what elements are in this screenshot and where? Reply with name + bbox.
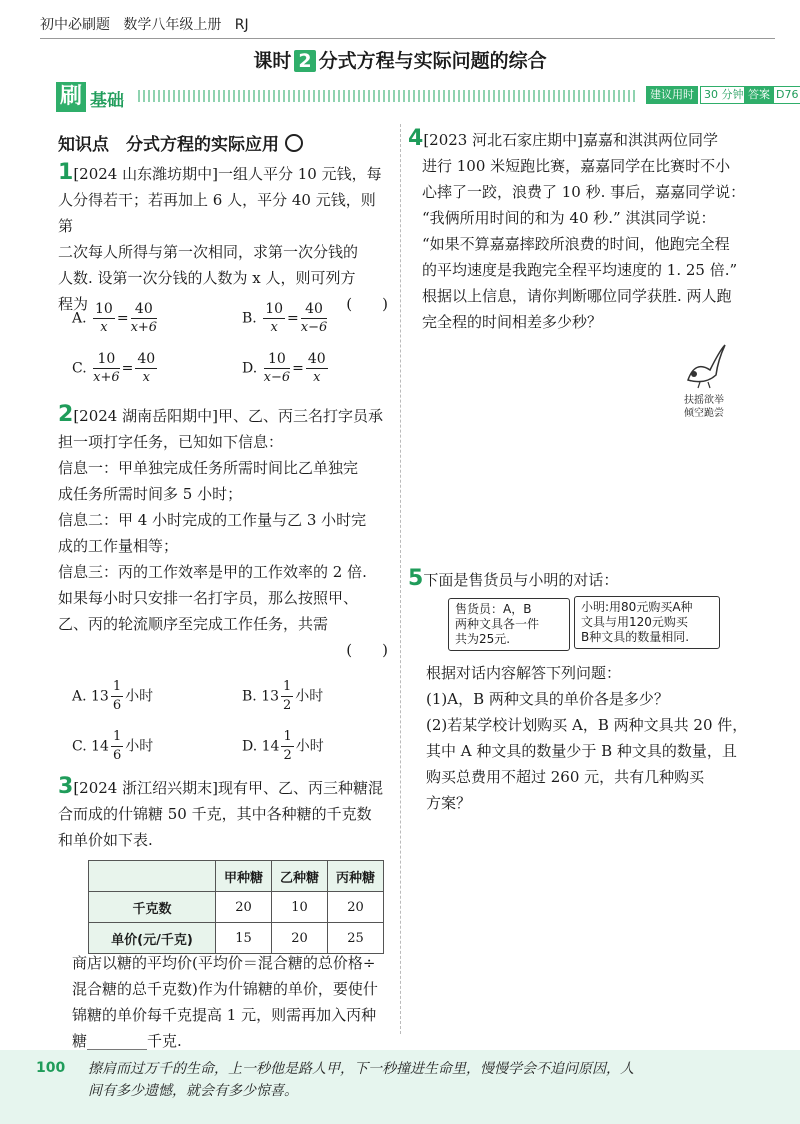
question-line: 心摔了一跤，浪费了 10 秒. 事后，嘉嘉同学说： xyxy=(422,183,746,201)
option-label: B. xyxy=(242,310,257,327)
table-cell: 20 xyxy=(216,892,272,923)
question-line: 成任务所需时间多 5 小时； xyxy=(58,485,243,503)
answer-paren: ( ) xyxy=(346,641,388,659)
time-value: 30 分钟 xyxy=(700,86,748,104)
numerator: 1 xyxy=(281,678,293,697)
numerator: 40 xyxy=(307,351,326,367)
lesson-title xyxy=(0,46,800,73)
question-line: 的平均速度是我跑完全程平均速度的 1. 25 倍.” xyxy=(422,261,738,279)
option-b[interactable] xyxy=(242,678,323,715)
denominator: x xyxy=(142,370,150,385)
question-line: 信息一：甲单独完成任务所需时间比乙单独完 xyxy=(58,459,359,477)
numerator: 10 xyxy=(264,350,291,369)
question-line: 完全程的时间相差多少秒？ xyxy=(422,313,603,331)
question-line: 人分得若干；若再加上 6 人，平分 40 元钱，则第 xyxy=(58,191,376,235)
bubble-line: 两种文具各一件 xyxy=(455,617,540,631)
edition: RJ xyxy=(234,17,249,33)
question-line: 成的工作量相等； xyxy=(58,537,179,555)
numerator: 10 xyxy=(265,301,284,317)
question-3-continuation xyxy=(72,950,392,1054)
table-cell: 25 xyxy=(328,923,384,954)
question-line: 如果每小时只安排一名打字员，那么按照甲、 xyxy=(58,589,359,607)
question-number: 1 xyxy=(58,160,74,185)
numerator: 40 xyxy=(131,300,158,319)
lesson-number: 2 xyxy=(294,50,315,72)
unit: 小时 xyxy=(295,738,324,755)
question-line: 糖________千克. xyxy=(72,1032,182,1050)
table-cell: 15 xyxy=(216,923,272,954)
denominator: 6 xyxy=(112,748,122,763)
bubble-line: 共为25元. xyxy=(455,632,511,646)
sugar-table xyxy=(88,860,384,954)
caption-line: 倾空跪尝 xyxy=(684,408,724,419)
question-line: 其中 A 种文具的数量少于 B 种文具的数量，且 xyxy=(426,742,737,760)
footer-quote xyxy=(88,1058,738,1102)
option-d[interactable]: D. $\frac{10}{x-6}$ = $\frac{40}{x}$ xyxy=(242,351,326,385)
question-source: [2024 山东潍坊期中] xyxy=(73,165,218,183)
denominator: x xyxy=(100,320,108,335)
table-cell: 20 xyxy=(328,892,384,923)
question-line: 根据对话内容解答下列问题： xyxy=(426,664,622,682)
bubble-line: 售货员：A，B xyxy=(455,602,532,616)
option-a[interactable]: A. $\frac{10}{x}$ = $\frac{40}{x+6}$ xyxy=(72,301,158,335)
option-label: C. xyxy=(72,360,87,377)
decorative-stripes xyxy=(138,90,638,102)
question-line: 人数. 设第一次分钱的人数为 x 人，则可列方 xyxy=(58,269,356,287)
option-label: D. 14 xyxy=(242,738,280,755)
subject-name: 数学八年级上册 xyxy=(123,17,222,33)
numerator: 1 xyxy=(111,678,123,697)
option-label: C. 14 xyxy=(72,738,109,755)
table-row xyxy=(89,892,384,923)
question-source: [2024 浙江绍兴期末] xyxy=(73,779,218,797)
option-d[interactable] xyxy=(242,728,324,765)
title-prefix: 课时 xyxy=(253,50,292,72)
denominator: x+6 xyxy=(93,370,120,385)
question-2 xyxy=(58,402,388,663)
quote-line: 擦肩而过万千的生命，上一秒他是路人甲，下一秒撞进生命里，慢慢学会不追问原因，人 xyxy=(88,1061,634,1077)
page-footer xyxy=(0,1050,800,1124)
table-cell: 20 xyxy=(272,923,328,954)
clerk-speech-bubble xyxy=(448,598,570,651)
question-line: 信息三：丙的工作效率是甲的工作效率的 2 倍. xyxy=(58,563,367,581)
question-line: 合而成的什锦糖 50 千克，其中各种糖的千克数 xyxy=(58,805,372,823)
option-b[interactable]: B. $\frac{10}{x}$ = $\frac{40}{x-6}$ xyxy=(242,301,328,335)
question-line: 程为 xyxy=(58,295,89,313)
question-4 xyxy=(408,126,788,335)
unit: 小时 xyxy=(125,688,154,705)
question-line: 嘉嘉和淇淇两位同学 xyxy=(582,131,718,149)
question-number: 3 xyxy=(58,774,74,799)
table-header-row xyxy=(89,861,384,892)
section-title-text: 知识点 分式方程的实际应用 xyxy=(58,135,279,155)
question-line: (2)若某学校计划购买 A，B 两种文具共 20 件， xyxy=(426,716,748,734)
bubble-line: B种文具的数量相同. xyxy=(581,630,690,644)
question-number: 2 xyxy=(58,402,74,427)
option-label: A. 13 xyxy=(72,688,109,705)
question-line: 锦糖的单价每千克提高 1 元，则需再加入丙种 xyxy=(72,1006,377,1024)
denominator: x xyxy=(270,320,278,335)
brush-logo: 刷 xyxy=(56,82,86,112)
table-cell: 千克数 xyxy=(89,892,216,923)
question-line: 购买总费用不超过 260 元，共有几种购买 xyxy=(426,768,705,786)
question-1 xyxy=(58,160,388,317)
illustration-caption xyxy=(684,394,724,420)
table-header xyxy=(89,861,216,892)
question-number: 4 xyxy=(408,126,424,151)
band-label: 基础 xyxy=(90,91,124,111)
numerator: 1 xyxy=(281,728,293,747)
numerator: 10 xyxy=(95,301,113,317)
option-c[interactable]: C. $\frac{10}{x+6}$ = $\frac{40}{x}$ xyxy=(72,351,156,385)
numerator: 40 xyxy=(301,300,328,319)
table-cell: 10 xyxy=(272,892,328,923)
bubble-line: 文具与用120元购买 xyxy=(581,615,688,629)
numerator: 1 xyxy=(111,728,123,747)
question-line: “我俩所用时间的和为 40 秒.” 淇淇同学说： xyxy=(422,209,716,227)
option-c[interactable] xyxy=(72,728,153,765)
question-line: 现有甲、乙、丙三种糖混 xyxy=(217,779,383,797)
question-line: 乙、丙的轮流顺序至完成工作任务，共需 xyxy=(58,615,329,633)
answer-label: 答案 xyxy=(744,86,774,104)
question-line: 方案？ xyxy=(426,794,472,812)
denominator: x−6 xyxy=(300,320,328,335)
unit: 小时 xyxy=(295,688,324,705)
target-icon xyxy=(285,134,303,152)
question-line: 混合糖的总千克数)作为什锦糖的单价，要使什 xyxy=(72,980,378,998)
header-rule xyxy=(40,38,775,39)
question-source: [2024 湖南岳阳期中] xyxy=(73,407,218,425)
numerator: 10 xyxy=(93,350,120,369)
question-source: [2023 河北石家庄期中] xyxy=(423,131,583,149)
option-label: B. 13 xyxy=(242,688,280,705)
option-a[interactable] xyxy=(72,678,153,715)
time-label: 建议用时 xyxy=(646,86,698,104)
book-name: 初中必刷题 xyxy=(40,17,110,33)
question-line: 担一项打字任务，已知如下信息： xyxy=(58,433,284,451)
question-line: 进行 100 米短跑比赛，嘉嘉同学在比赛时不小 xyxy=(422,157,731,175)
unit: 小时 xyxy=(125,738,154,755)
page-number: 100 xyxy=(36,1060,66,1076)
question-number: 5 xyxy=(408,566,424,591)
question-line: 二次每人所得与第一次相同，求第一次分钱的 xyxy=(58,243,359,261)
question-line: 一组人平分 10 元钱，每 xyxy=(217,165,382,183)
question-5 xyxy=(408,566,788,593)
basic-band xyxy=(56,80,799,114)
option-label: D. xyxy=(242,360,258,377)
title-text: 分式方程与实际问题的综合 xyxy=(318,50,547,72)
question-line: “如果不算嘉嘉摔跤所浪费的时间，他跑完全程 xyxy=(422,235,730,253)
quote-line: 间有多少遗憾，就会有多少惊喜。 xyxy=(88,1083,298,1099)
bubble-line: 小明:用80元购买A种 xyxy=(581,600,693,614)
table-header: 甲种糖 xyxy=(216,861,272,892)
running-header xyxy=(40,14,249,34)
column-divider xyxy=(400,124,401,1034)
question-line: 信息二：甲 4 小时完成的工作量与乙 3 小时完 xyxy=(58,511,367,529)
table-header: 乙种糖 xyxy=(272,861,328,892)
xiaoming-speech-bubble xyxy=(574,596,720,649)
question-line: 商店以糖的平均价(平均价＝混合糖的总价格÷ xyxy=(72,954,376,972)
crane-illustration-icon xyxy=(680,340,730,390)
question-line: 下面是售货员与小明的对话： xyxy=(423,571,619,589)
question-5-body xyxy=(426,660,791,816)
question-3 xyxy=(58,774,388,853)
numerator: 40 xyxy=(137,351,156,367)
section-title xyxy=(58,130,303,155)
answer-page: D76 xyxy=(772,86,800,104)
denominator: 6 xyxy=(112,698,122,713)
question-line: 甲、乙、丙三名打字员承 xyxy=(217,407,383,425)
denominator: 2 xyxy=(283,748,292,763)
table-row xyxy=(89,923,384,954)
table-cell: 单价(元/千克) xyxy=(89,923,216,954)
question-line: 根据以上信息，请你判断哪位同学获胜. 两人跑 xyxy=(422,287,732,305)
table-header: 丙种糖 xyxy=(328,861,384,892)
caption-line: 扶摇欲举 xyxy=(684,395,724,406)
denominator: x−6 xyxy=(263,370,291,385)
denominator: x xyxy=(313,370,321,385)
question-line: 和单价如下表. xyxy=(58,831,153,849)
denominator: 2 xyxy=(283,698,292,713)
question-line: (1)A，B 两种文具的单价各是多少？ xyxy=(426,690,669,708)
denominator: x+6 xyxy=(130,320,158,335)
answer-paren: ( ) xyxy=(346,295,388,313)
option-label: A. xyxy=(72,310,87,327)
